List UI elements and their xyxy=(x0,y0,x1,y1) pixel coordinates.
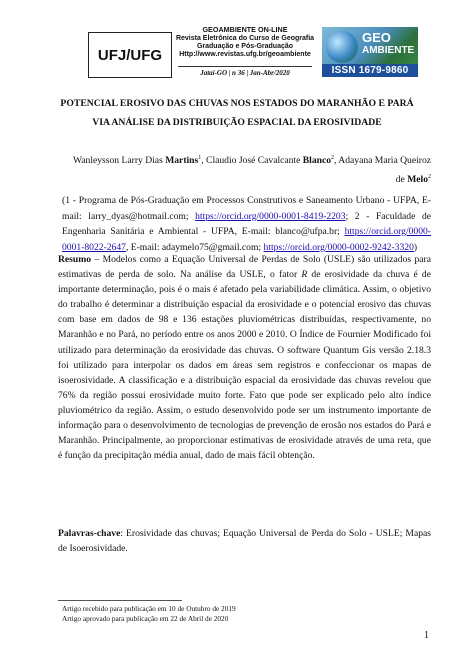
abstract-text-2: de erosividade da chuva é de importante determinação, pois é o mais é afetado pela variabilidade climática. Assim, o objetivo do trabalho é determinar a distribuição espacial da erosividade e o potencial erosivo das chuvas com base em dados de 98 e 136 estações pluviométricas distribuídas, respectivamente, no Maranhão e no Pará, no período entre os anos 2000 e 2010. O Índice de Fournier Modificado foi utilizado para determinação da erosividade das chuvas. O software Quantum Gis versão 2.18.3 foi utilizado para interpolar os dados em áreas sem registros e confeccionar os mapas de isoerosividade. A classificação e a distribuição espacial da erosividade das chuvas revelou que 76% da região possui erosividade muito forte. Fato que pode ser explicado pelo alto índice pluviométrico da região. Assim, o estudo desenvolvido pode ser um instrumento importante de informação para o desenvolvimento de tecnologias de prevenção de erosão nos estados do Pará e Maranhão. Principalmente, ao proporcionar estimativas de erosividade através de uma reta, que é função da precipitação média anual, dado de mais fácil obtenção. xyxy=(58,269,431,462)
abstract xyxy=(58,252,431,463)
author-3-affil: 2 xyxy=(428,174,431,181)
author-2-given: , Claudio José Cavalcante xyxy=(201,155,303,167)
journal-url[interactable]: Http://www.revistas.ufg.br/geoambiente xyxy=(179,50,311,58)
orcid-link-3[interactable]: https://orcid.org/0000-0002-9242-3320 xyxy=(263,241,414,253)
ufj-ufg-logo-text: UFJ/UFG xyxy=(97,46,163,64)
geoambiente-logo xyxy=(322,27,418,77)
geoambiente-logo-word1: GEO xyxy=(362,30,391,45)
journal-header xyxy=(88,26,420,78)
author-1-given: Wanleysson Larry Dias xyxy=(72,155,166,167)
footnote-divider xyxy=(58,600,182,601)
affiliation-1-text: (1 - Programa de Pós-Graduação em Processos Construtivos e Saneamento Urbano - UFPA, E-mail: larry_dyas@hotmail.com; xyxy=(62,195,431,222)
authors xyxy=(58,150,431,188)
ufj-ufg-logo xyxy=(88,32,172,78)
author-3-given: , Adayana Maria Queiroz xyxy=(334,155,431,167)
issue-info: Jataí-GO | n 36 | Jan-Abr/2020 xyxy=(200,69,290,77)
affiliations xyxy=(62,193,431,255)
footnote-received: Artigo recebido para publicação em 10 de Outubro de 2019 xyxy=(62,604,236,613)
paper-title-line-1: POTENCIAL EROSIVO DAS CHUVAS NOS ESTADOS DO MARANHÃO E PARÁ xyxy=(60,98,414,109)
orcid-link-1[interactable]: https://orcid.org/0000-0001-8419-2203 xyxy=(195,210,346,222)
globe-icon xyxy=(326,31,358,63)
keywords-text: : Erosividade das chuvas; Equação Universal de Perda do Solo - USLE; Mapas de Isoerosividade. xyxy=(58,528,431,555)
author-1-surname: Martins xyxy=(165,155,199,167)
author-1-affil: 1 xyxy=(198,155,202,161)
author-2-surname: Blanco xyxy=(302,155,332,167)
page-number: 1 xyxy=(424,630,429,641)
abstract-text-1: – Modelos como a Equação Universal de Perdas de Solo (USLE) são utilizados para estimativas de perda de solo. Na análise da USLE, o fator xyxy=(58,254,431,281)
affiliation-2-text: ; 2 - Faculdade de Engenharia Sanitária e Ambiental - UFPA, E-mail: blanco@ufpa.br; xyxy=(62,210,432,237)
author-3-surname: Melo xyxy=(407,174,428,186)
affiliation-close: ) xyxy=(413,241,418,253)
abstract-factor-r: R xyxy=(301,269,308,281)
journal-info xyxy=(172,26,318,78)
affiliation-3-text: , E-mail: adaymelo75@gmail.com; xyxy=(125,241,264,253)
journal-name: GEOAMBIENTE ON-LINE xyxy=(202,25,288,34)
abstract-label: Resumo xyxy=(58,254,92,265)
journal-subtitle-2: Graduação e Pós-Graduação xyxy=(196,42,294,50)
paper-title-line-2: VIA ANÁLISE DA DISTRIBUIÇÃO ESPACIAL DA EROSIVIDADE xyxy=(92,117,382,128)
geoambiente-logo-word2: AMBIENTE xyxy=(362,45,415,56)
keywords-label: Palavras-chave xyxy=(58,528,121,539)
keywords xyxy=(58,526,431,556)
footnote-approved: Artigo aprovado para publicação em 22 de Abril de 2020 xyxy=(62,614,229,623)
header-divider xyxy=(178,66,312,67)
issn-badge: ISSN 1679-9860 xyxy=(322,64,418,77)
author-2-affil: 2 xyxy=(331,155,335,161)
orcid-link-2[interactable]: https://orcid.org/0000-0001-8022-2647 xyxy=(62,226,431,253)
author-3-given-cont: de xyxy=(395,174,408,186)
journal-subtitle-1: Revista Eletrônica do Curso de Geografia xyxy=(175,34,315,42)
